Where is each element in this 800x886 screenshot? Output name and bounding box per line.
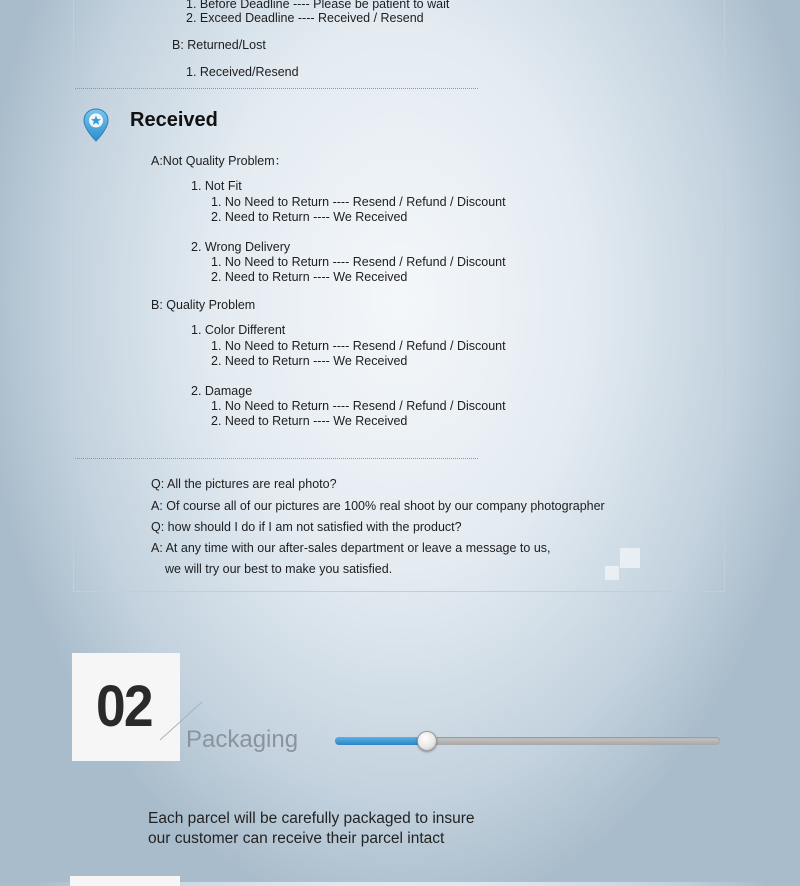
color-different-option-2: 2. Need to Return ---- We Received [211, 354, 408, 368]
wrong-delivery-label: 2. Wrong Delivery [191, 240, 291, 254]
not-fit-label: 1. Not Fit [191, 179, 242, 193]
packaging-description-line-1: Each parcel will be carefully packaged to insure [148, 810, 475, 827]
packaging-description-line-2: our customer can receive their parcel intact [148, 830, 445, 847]
damage-option-2: 2. Need to Return ---- We Received [211, 414, 408, 428]
progress-fill [335, 737, 427, 745]
decorative-square [620, 548, 640, 568]
progress-track [335, 737, 720, 745]
wrong-delivery-option-1: 1. No Need to Return ---- Resend / Refund / Discount [211, 255, 506, 269]
not-fit-option-2: 2. Need to Return ---- We Received [211, 210, 408, 224]
faq-question-1: Q: All the pictures are real photo? [151, 477, 337, 491]
section-number: 02 [96, 674, 152, 739]
faq-question-2: Q: how should I do if I am not satisfied with the product? [151, 520, 462, 534]
faq-answer-2: A: At any time with our after-sales department or leave a message to us, [151, 541, 551, 555]
received-title: Received [130, 109, 218, 131]
location-pin-icon [83, 108, 109, 142]
damage-option-1: 1. No Need to Return ---- Resend / Refund / Discount [211, 399, 506, 413]
faq-answer-2-cont: we will try our best to make you satisfied. [165, 562, 393, 576]
packaging-title: Packaging [186, 726, 299, 753]
before-deadline-text: 1. Before Deadline ---- Please be patient to wait [186, 0, 450, 11]
decorative-square [605, 566, 619, 580]
returned-lost-label: B: Returned/Lost [172, 38, 266, 52]
wrong-delivery-option-2: 2. Need to Return ---- We Received [211, 270, 408, 284]
divider [75, 88, 478, 89]
not-fit-option-1: 1. No Need to Return ---- Resend / Refund / Discount [211, 195, 506, 209]
received-resend-text: 1. Received/Resend [186, 65, 299, 79]
quality-problem-label: B: Quality Problem [151, 298, 256, 312]
exceed-deadline-text: 2. Exceed Deadline ---- Received / Resend [186, 11, 424, 25]
not-quality-problem-label: A:Not Quality Problem： [151, 154, 288, 168]
progress-knob [417, 731, 437, 751]
faq-answer-1: A: Of course all of our pictures are 100% real shoot by our company photographer [151, 499, 605, 513]
divider [75, 458, 478, 459]
damage-label: 2. Damage [191, 384, 253, 398]
color-different-option-1: 1. No Need to Return ---- Resend / Refund / Discount [211, 339, 506, 353]
color-different-label: 1. Color Different [191, 323, 286, 337]
next-section-box [70, 876, 180, 886]
